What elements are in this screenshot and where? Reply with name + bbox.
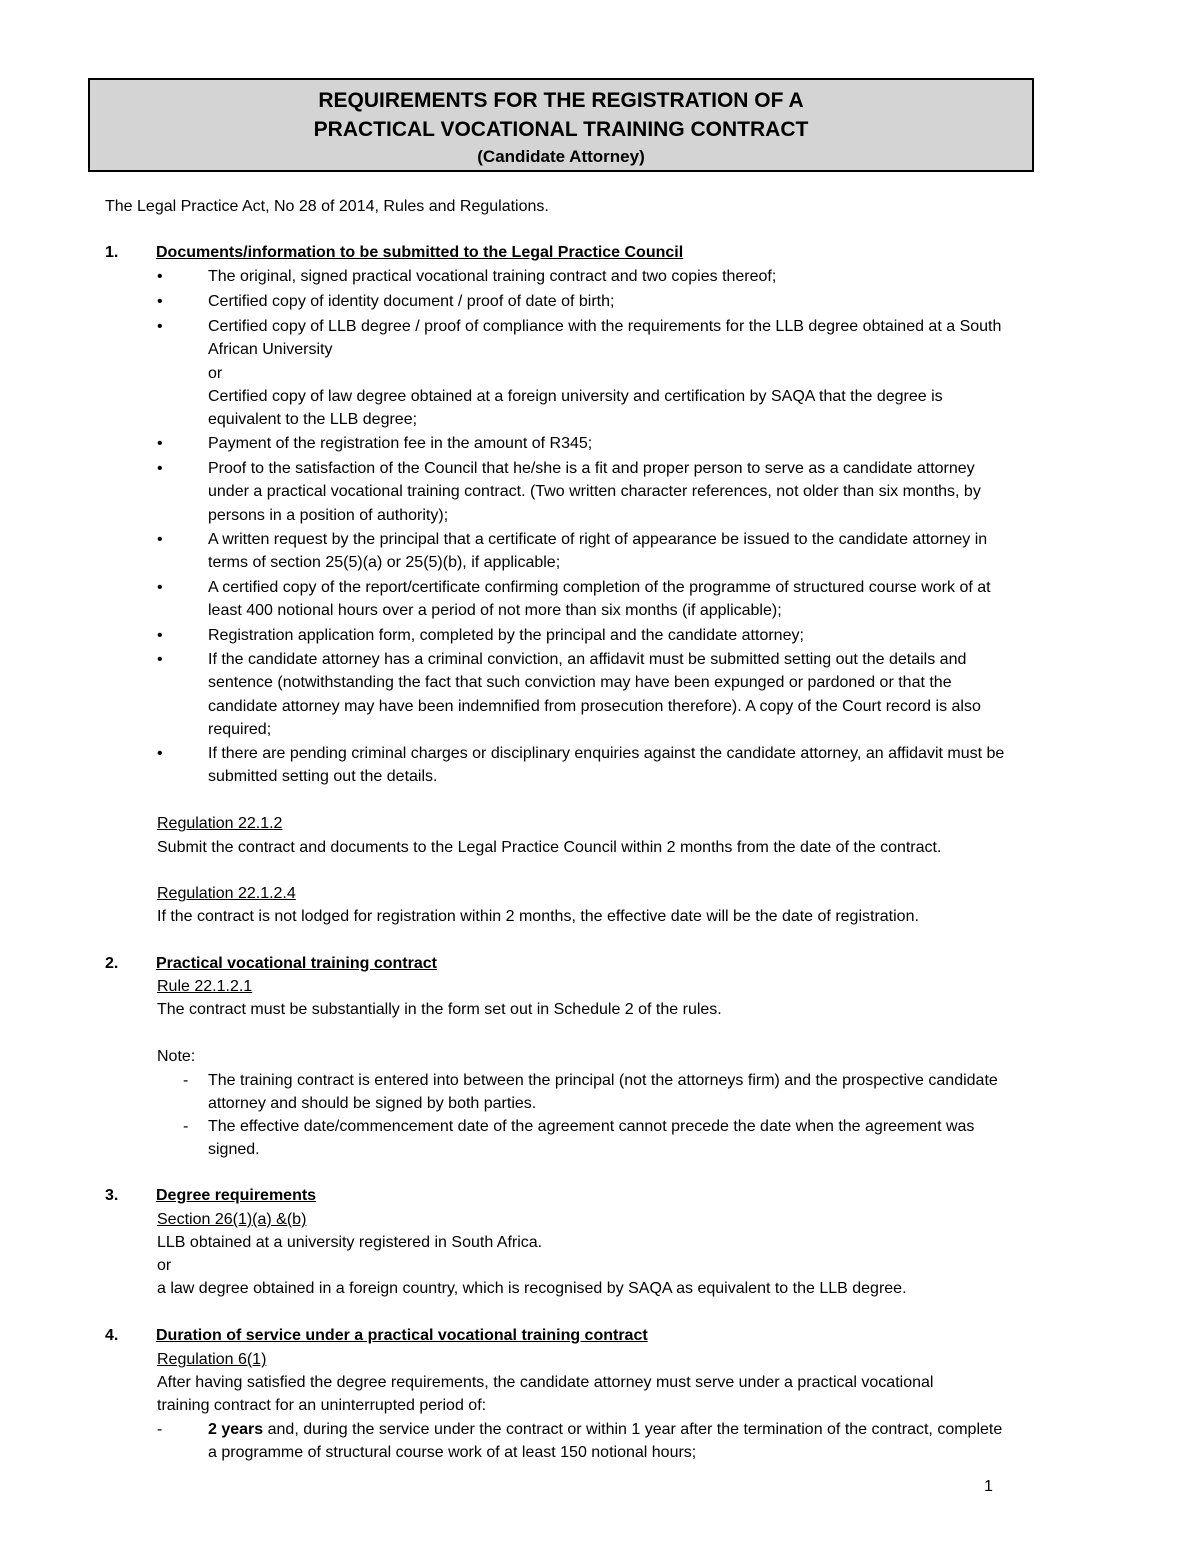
duration-text: After having satisfied the degree requirements, the candidate attorney must serve under a practical vocational training contract for an uninterrupted period of:	[157, 1374, 934, 1415]
note-item: The effective date/commencement date of the agreement cannot precede the date when the agreement was signed.	[208, 1118, 975, 1159]
section-2-heading: Practical vocational training contract	[156, 955, 437, 972]
title-box	[88, 78, 1034, 172]
duration-item	[208, 1418, 1008, 1465]
title-line-1: REQUIREMENTS FOR THE REGISTRATION OF A	[318, 89, 804, 112]
section-3-number: 3.	[105, 1187, 119, 1204]
page-number: 1	[984, 1478, 993, 1495]
section-1-number: 1.	[105, 244, 119, 261]
list-item: Certified copy of LLB degree / proof of compliance with the requirements for the LLB degree obtained at a South African University	[208, 318, 1002, 359]
degree-or: or	[157, 1257, 172, 1274]
bullet-icon: •	[157, 318, 163, 335]
list-item: Certified copy of identity document / proof of date of birth;	[208, 293, 615, 310]
title-line-2: PRACTICAL VOCATIONAL TRAINING CONTRACT	[313, 118, 809, 141]
bullet-icon: •	[157, 435, 163, 452]
bullet-icon: •	[157, 627, 163, 644]
section-1-heading: Documents/information to be submitted to the Legal Practice Council	[156, 244, 684, 261]
list-item: A written request by the principal that a certificate of right of appearance be issued to the candidate attorney in terms of section 25(5)(a) or 25(5)(b), if applicable;	[208, 531, 988, 572]
list-item: Registration application form, completed by the principal and the candidate attorney;	[208, 627, 804, 644]
section-2-number: 2.	[105, 955, 119, 972]
bullet-icon: •	[157, 531, 163, 548]
duration-item-rest: and, during the service under the contract or within 1 year after the termination of the contract, complete a programme of structural course work of at least 150 notional hours;	[208, 1421, 1003, 1462]
degree-line-2: a law degree obtained in a foreign country, which is recognised by SAQA as equivalent to the LLB degree.	[157, 1280, 907, 1297]
list-item-or: or	[208, 365, 223, 382]
regulation-label: Regulation 22.1.2.4	[157, 885, 296, 902]
title-subtitle: (Candidate Attorney)	[477, 147, 645, 166]
regulation-text: If the contract is not lodged for registration within 2 months, the effective date will be the date of registration.	[157, 908, 919, 925]
list-item: Proof to the satisfaction of the Council that he/she is a fit and proper person to serve as a candidate attorney under a practical vocational training contract. (Two written character references, not older than six months, by persons in a position of authority);	[208, 460, 981, 524]
bullet-icon: •	[157, 460, 163, 477]
section-3-heading: Degree requirements	[156, 1187, 317, 1204]
bullet-icon: •	[157, 293, 163, 310]
degree-line-1: LLB obtained at a university registered in South Africa.	[157, 1234, 543, 1251]
regulation-label: Regulation 6(1)	[157, 1351, 267, 1368]
rule-label: Rule 22.1.2.1	[157, 978, 253, 995]
list-item: The original, signed practical vocational training contract and two copies thereof;	[208, 268, 777, 285]
note-label: Note:	[157, 1048, 196, 1065]
note-item: The training contract is entered into between the principal (not the attorneys firm) and the prospective candidate attorney and should be signed by both parties.	[208, 1072, 998, 1113]
dash-marker: -	[183, 1072, 189, 1089]
duration-item-bold: 2 years	[208, 1421, 264, 1438]
regulation-label: Regulation 22.1.2	[157, 815, 283, 832]
section-4-heading: Duration of service under a practical vocational training contract	[156, 1327, 648, 1344]
list-item: If the candidate attorney has a criminal conviction, an affidavit must be submitted setting out the details and sentence (notwithstanding the fact that such conviction may have been expunged or pardoned or that the candidate attorney may have been indemnified from prosecution therefore). A copy of the Court record is also required;	[208, 651, 981, 739]
list-item: If there are pending criminal charges or disciplinary enquiries against the candidate attorney, an affidavit must be submitted setting out the details.	[208, 745, 1005, 786]
list-item: A certified copy of the report/certificate confirming completion of the programme of structured course work of at least 400 notional hours over a period of not more than six months (if applicable);	[208, 579, 991, 620]
bullet-icon: •	[157, 579, 163, 596]
list-item-continued: Certified copy of law degree obtained at a foreign university and certification by SAQA that the degree is equivalent to the LLB degree;	[208, 388, 943, 429]
regulation-text: Submit the contract and documents to the Legal Practice Council within 2 months from the date of the contract.	[157, 839, 942, 856]
dash-marker: -	[183, 1118, 189, 1135]
section-4-number: 4.	[105, 1327, 119, 1344]
list-item: Payment of the registration fee in the amount of R345;	[208, 435, 593, 452]
bullet-icon: •	[157, 268, 163, 285]
rule-text: The contract must be substantially in the form set out in Schedule 2 of the rules.	[157, 1001, 722, 1018]
section-label: Section 26(1)(a) &(b)	[157, 1211, 307, 1228]
dash-marker: -	[157, 1421, 163, 1438]
bullet-icon: •	[157, 651, 163, 668]
bullet-icon: •	[157, 745, 163, 762]
intro-text: The Legal Practice Act, No 28 of 2014, Rules and Regulations.	[105, 198, 549, 215]
